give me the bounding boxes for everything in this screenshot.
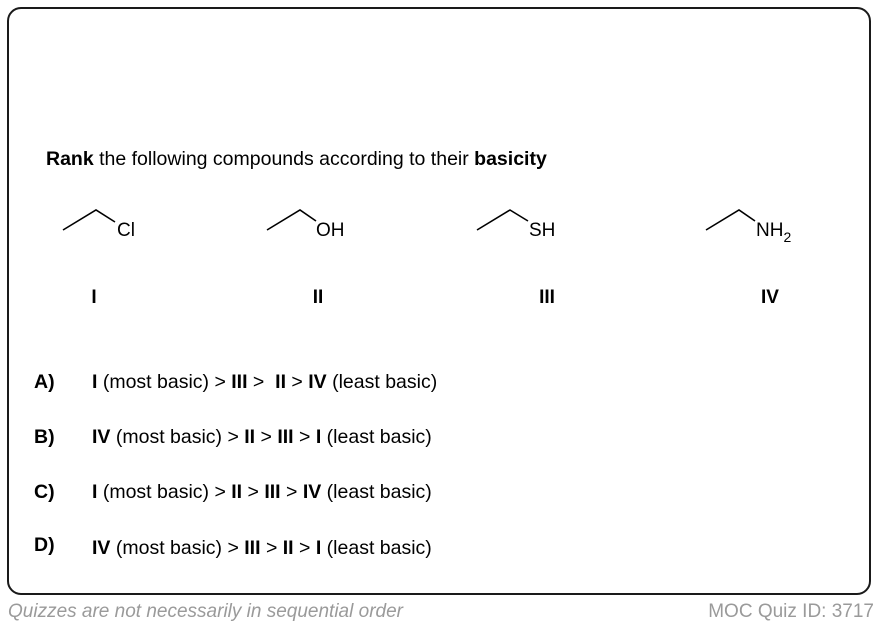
option-letter: B) (34, 426, 55, 448)
ethyl-chain (706, 210, 755, 230)
question-middle-text: the following compounds according to their (93, 148, 475, 170)
compound-numeral-3: III (539, 287, 555, 308)
compound-group-label: SH (529, 220, 556, 241)
compound-group-label: $NH_2$ (756, 220, 792, 245)
option-letter: A) (34, 371, 55, 393)
compound-structure-4 (703, 200, 813, 248)
option-ranking: I (most basic) > II > III > IV (least basic) (92, 481, 432, 503)
compound-group-label: OH (316, 220, 345, 241)
compound-structure-3 (474, 200, 574, 245)
compound-numeral-1: I (91, 287, 97, 308)
option-letter: C) (34, 481, 55, 503)
question-property-word: basicity (474, 148, 547, 170)
option-ranking: IV (most basic) > III > II > I (least basic) (92, 537, 432, 559)
compound-structure-1 (60, 200, 160, 245)
compound-group-label: Cl (117, 220, 135, 241)
question-prompt (46, 148, 547, 171)
compound-numeral-4: IV (761, 287, 779, 308)
sequence-note: Quizzes are not necessarily in sequential order (8, 601, 403, 622)
option-ranking: I (most basic) > III > II > IV (least basic) (92, 371, 438, 393)
option-ranking: IV (most basic) > II > III > I (least basic) (92, 426, 432, 448)
ethyl-chain (477, 210, 528, 230)
ethyl-chain (63, 210, 115, 230)
compound-structure-2 (264, 200, 364, 245)
option-letter: D) (34, 534, 55, 556)
question-rank-word: Rank (46, 148, 94, 170)
ethyl-chain (267, 210, 316, 230)
compound-numeral-2: II (312, 287, 324, 308)
quiz-id: MOC Quiz ID: 3717 (708, 601, 874, 622)
